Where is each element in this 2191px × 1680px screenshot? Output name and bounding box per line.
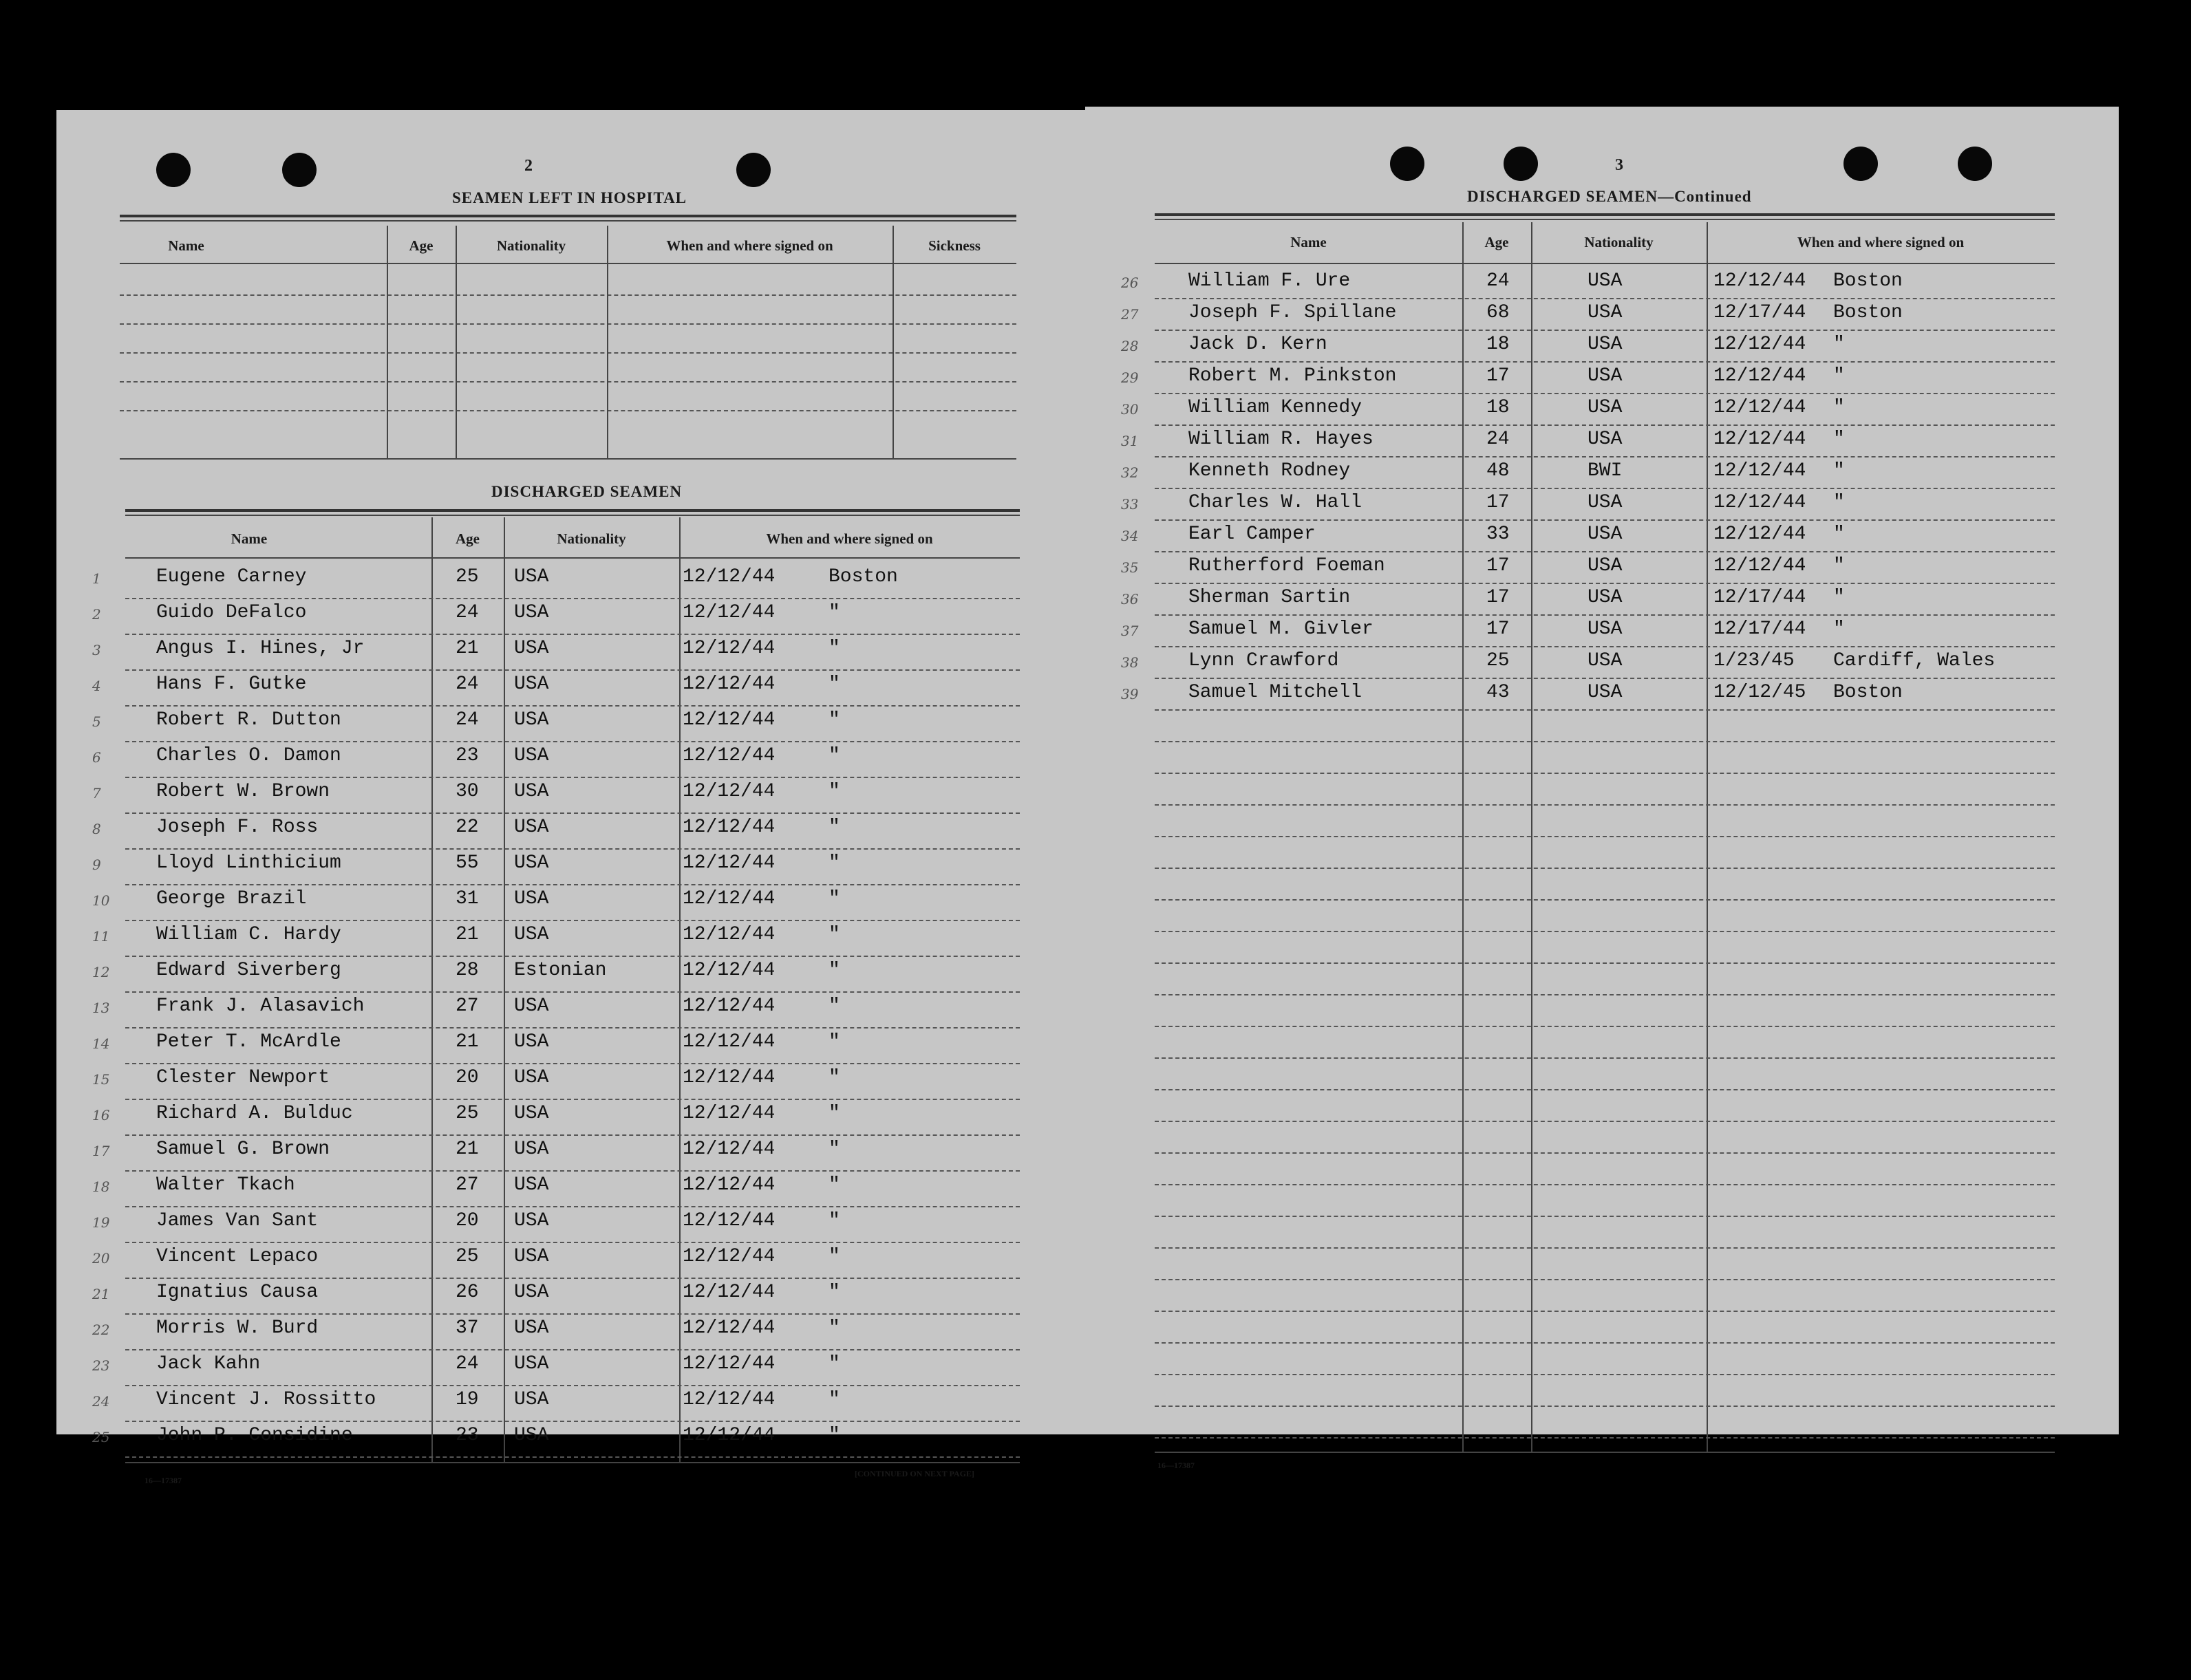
seaman-nationality: USA bbox=[514, 602, 549, 623]
punch-hole-icon bbox=[1958, 147, 1992, 181]
signed-on-date: 12/12/44 bbox=[1713, 397, 1806, 418]
row-number: 20 bbox=[92, 1250, 110, 1267]
seaman-age: 33 bbox=[1486, 524, 1510, 545]
row-number: 33 bbox=[1121, 496, 1139, 513]
seaman-name: Kenneth Rodney bbox=[1188, 460, 1351, 482]
signed-on-place: " bbox=[829, 674, 840, 695]
seaman-nationality: USA bbox=[1588, 618, 1623, 640]
row-number: 21 bbox=[92, 1286, 110, 1302]
seaman-name: William F. Ure bbox=[1188, 270, 1351, 292]
row-number: 38 bbox=[1121, 654, 1139, 671]
seaman-name: Clester Newport bbox=[156, 1067, 330, 1088]
seaman-nationality: USA bbox=[514, 1139, 549, 1160]
signed-on-date: 12/12/44 bbox=[683, 709, 776, 731]
signed-on-date: 12/12/44 bbox=[1713, 524, 1806, 545]
row-number: 6 bbox=[92, 749, 101, 766]
signed-on-date: 12/12/44 bbox=[683, 852, 776, 874]
signed-on-place: " bbox=[1833, 618, 1845, 640]
seaman-name: Earl Camper bbox=[1188, 524, 1316, 545]
seaman-age: 17 bbox=[1486, 492, 1510, 513]
seaman-age: 24 bbox=[456, 602, 479, 623]
seaman-nationality: USA bbox=[1588, 682, 1623, 703]
seaman-age: 68 bbox=[1486, 302, 1510, 323]
discharged-header-name: Name bbox=[231, 530, 268, 547]
seaman-age: 18 bbox=[1486, 334, 1510, 355]
signed-on-place: " bbox=[829, 817, 840, 838]
signed-on-date: 12/12/44 bbox=[683, 602, 776, 623]
seaman-age: 22 bbox=[456, 817, 479, 838]
signed-on-date: 12/12/44 bbox=[1713, 365, 1806, 387]
discharged-header-age: Age bbox=[456, 530, 480, 547]
seaman-nationality: USA bbox=[1588, 492, 1623, 513]
signed-on-place: " bbox=[829, 1139, 840, 1160]
seaman-name: Morris W. Burd bbox=[156, 1317, 319, 1339]
seaman-age: 43 bbox=[1486, 682, 1510, 703]
signed-on-place: " bbox=[829, 1174, 840, 1196]
signed-on-place: " bbox=[829, 1353, 840, 1375]
row-number: 1 bbox=[92, 570, 101, 587]
seaman-name: Guido DeFalco bbox=[156, 602, 307, 623]
hospital-header-nationality: Nationality bbox=[496, 237, 566, 254]
signed-on-place: " bbox=[1833, 492, 1845, 513]
seaman-name: Robert R. Dutton bbox=[156, 709, 341, 731]
seaman-age: 24 bbox=[1486, 270, 1510, 292]
seaman-nationality: USA bbox=[514, 1425, 549, 1446]
seaman-age: 30 bbox=[456, 781, 479, 802]
seaman-name: William C. Hardy bbox=[156, 924, 341, 945]
continued-header-age: Age bbox=[1484, 234, 1509, 250]
seaman-nationality: USA bbox=[514, 1031, 549, 1053]
page-number: 2 bbox=[524, 157, 533, 175]
right-page bbox=[1085, 107, 2119, 1470]
seaman-age: 25 bbox=[456, 1103, 479, 1124]
signed-on-date: 12/12/44 bbox=[683, 1103, 776, 1124]
signed-on-date: 12/12/44 bbox=[683, 995, 776, 1017]
signed-on-date: 12/12/44 bbox=[683, 1139, 776, 1160]
row-number: 16 bbox=[92, 1107, 110, 1123]
seaman-nationality: USA bbox=[1588, 650, 1623, 671]
seaman-name: Joseph F. Spillane bbox=[1188, 302, 1397, 323]
seaman-age: 21 bbox=[456, 1139, 479, 1160]
row-number: 13 bbox=[92, 1000, 110, 1016]
signed-on-place: Cardiff, Wales bbox=[1833, 650, 1996, 671]
signed-on-place: Boston bbox=[1833, 682, 1903, 703]
signed-on-date: 12/12/44 bbox=[683, 1067, 776, 1088]
seaman-age: 26 bbox=[456, 1282, 479, 1303]
row-number: 23 bbox=[92, 1357, 110, 1374]
seaman-age: 17 bbox=[1486, 365, 1510, 387]
seaman-name: Vincent Lepaco bbox=[156, 1246, 319, 1267]
signed-on-date: 12/12/44 bbox=[683, 1174, 776, 1196]
form-number: 16—17387 bbox=[145, 1476, 182, 1485]
signed-on-place: " bbox=[1833, 365, 1845, 387]
seaman-nationality: USA bbox=[514, 817, 549, 838]
row-number: 36 bbox=[1121, 591, 1139, 607]
seaman-nationality: USA bbox=[514, 745, 549, 766]
seaman-nationality: USA bbox=[514, 1210, 549, 1231]
seaman-age: 21 bbox=[456, 924, 479, 945]
signed-on-date: 12/12/44 bbox=[683, 638, 776, 659]
continued-header-name: Name bbox=[1290, 234, 1327, 250]
seaman-nationality: USA bbox=[1588, 365, 1623, 387]
continued-header-when-where: When and where signed on bbox=[1797, 234, 1965, 250]
seaman-nationality: USA bbox=[514, 566, 549, 588]
seaman-age: 27 bbox=[456, 995, 479, 1017]
seaman-age: 21 bbox=[456, 638, 479, 659]
row-number: 28 bbox=[1121, 338, 1139, 354]
seaman-name: William Kennedy bbox=[1188, 397, 1362, 418]
signed-on-place: " bbox=[829, 1425, 840, 1446]
hospital-header-name: Name bbox=[168, 237, 204, 254]
seaman-age: 24 bbox=[1486, 429, 1510, 450]
seaman-age: 48 bbox=[1486, 460, 1510, 482]
row-number: 39 bbox=[1121, 686, 1139, 702]
seaman-name: Samuel G. Brown bbox=[156, 1139, 330, 1160]
row-number: 31 bbox=[1121, 433, 1139, 449]
row-number: 30 bbox=[1121, 401, 1139, 418]
seaman-nationality: USA bbox=[514, 1246, 549, 1267]
seaman-nationality: USA bbox=[1588, 302, 1623, 323]
seaman-age: 18 bbox=[1486, 397, 1510, 418]
seaman-age: 55 bbox=[456, 852, 479, 874]
seaman-name: Sherman Sartin bbox=[1188, 587, 1351, 608]
seaman-age: 28 bbox=[456, 960, 479, 981]
seaman-age: 23 bbox=[456, 745, 479, 766]
signed-on-date: 12/12/44 bbox=[1713, 429, 1806, 450]
signed-on-date: 12/17/44 bbox=[1713, 302, 1806, 323]
signed-on-place: " bbox=[829, 602, 840, 623]
hospital-header-sickness: Sickness bbox=[928, 237, 981, 254]
seaman-age: 17 bbox=[1486, 618, 1510, 640]
continued-note: [CONTINUED ON NEXT PAGE] bbox=[855, 1469, 974, 1478]
seaman-nationality: USA bbox=[514, 1282, 549, 1303]
seaman-nationality: USA bbox=[514, 1389, 549, 1410]
seaman-name: Vincent J. Rossitto bbox=[156, 1389, 376, 1410]
signed-on-place: " bbox=[1833, 555, 1845, 577]
signed-on-place: " bbox=[829, 852, 840, 874]
signed-on-date: 12/17/44 bbox=[1713, 618, 1806, 640]
seaman-name: Peter T. McArdle bbox=[156, 1031, 341, 1053]
hospital-title: SEAMEN LEFT IN HOSPITAL bbox=[452, 189, 687, 206]
seaman-nationality: USA bbox=[514, 1317, 549, 1339]
seaman-name: Joseph F. Ross bbox=[156, 817, 319, 838]
seaman-age: 24 bbox=[456, 674, 479, 695]
punch-hole-icon bbox=[1843, 147, 1878, 181]
row-number: 26 bbox=[1121, 274, 1139, 291]
signed-on-date: 12/12/44 bbox=[683, 1246, 776, 1267]
seaman-age: 31 bbox=[456, 888, 479, 909]
row-number: 8 bbox=[92, 821, 101, 837]
seaman-nationality: USA bbox=[514, 1103, 549, 1124]
seaman-age: 17 bbox=[1486, 587, 1510, 608]
row-number: 32 bbox=[1121, 464, 1139, 481]
seaman-nationality: USA bbox=[1588, 270, 1623, 292]
seaman-name: Samuel Mitchell bbox=[1188, 682, 1362, 703]
signed-on-place: " bbox=[829, 960, 840, 981]
signed-on-place: " bbox=[829, 1067, 840, 1088]
punch-hole-icon bbox=[736, 153, 771, 187]
seaman-name: John P. Considine bbox=[156, 1425, 353, 1446]
form-number: 16—17387 bbox=[1157, 1461, 1195, 1470]
continued-header-nationality: Nationality bbox=[1584, 234, 1654, 250]
seaman-name: Frank J. Alasavich bbox=[156, 995, 365, 1017]
seaman-nationality: USA bbox=[514, 995, 549, 1017]
signed-on-date: 12/12/44 bbox=[683, 781, 776, 802]
signed-on-place: " bbox=[829, 1317, 840, 1339]
row-number: 14 bbox=[92, 1035, 110, 1052]
signed-on-place: " bbox=[829, 638, 840, 659]
signed-on-date: 12/12/44 bbox=[683, 960, 776, 981]
seaman-name: Jack Kahn bbox=[156, 1353, 261, 1375]
signed-on-place: " bbox=[829, 995, 840, 1017]
row-number: 7 bbox=[92, 785, 101, 801]
signed-on-date: 12/12/44 bbox=[683, 888, 776, 909]
signed-on-date: 12/12/44 bbox=[1713, 492, 1806, 513]
signed-on-place: " bbox=[829, 924, 840, 945]
signed-on-place: " bbox=[1833, 587, 1845, 608]
signed-on-place: Boston bbox=[1833, 302, 1903, 323]
seaman-nationality: USA bbox=[1588, 524, 1623, 545]
row-number: 24 bbox=[92, 1393, 110, 1410]
left-page bbox=[56, 110, 1085, 1485]
signed-on-place: " bbox=[1833, 524, 1845, 545]
row-number: 5 bbox=[92, 713, 101, 730]
seaman-nationality: USA bbox=[1588, 334, 1623, 355]
signed-on-date: 12/12/44 bbox=[683, 1210, 776, 1231]
signed-on-date: 12/12/44 bbox=[683, 1282, 776, 1303]
seaman-name: Richard A. Bulduc bbox=[156, 1103, 353, 1124]
row-number: 10 bbox=[92, 892, 110, 909]
seaman-nationality: USA bbox=[514, 1353, 549, 1375]
signed-on-place: " bbox=[1833, 460, 1845, 482]
signed-on-place: " bbox=[829, 1210, 840, 1231]
seaman-age: 20 bbox=[456, 1067, 479, 1088]
seaman-age: 20 bbox=[456, 1210, 479, 1231]
seaman-nationality: USA bbox=[1588, 555, 1623, 577]
seaman-nationality: USA bbox=[514, 674, 549, 695]
signed-on-date: 1/23/45 bbox=[1713, 650, 1795, 671]
seaman-nationality: USA bbox=[514, 852, 549, 874]
row-number: 9 bbox=[92, 857, 101, 873]
seaman-age: 24 bbox=[456, 709, 479, 731]
signed-on-date: 12/12/44 bbox=[1713, 555, 1806, 577]
row-number: 27 bbox=[1121, 306, 1139, 323]
seaman-name: Rutherford Foeman bbox=[1188, 555, 1385, 577]
signed-on-date: 12/12/44 bbox=[683, 745, 776, 766]
row-number: 19 bbox=[92, 1214, 110, 1231]
signed-on-date: 12/12/44 bbox=[683, 1353, 776, 1375]
seaman-nationality: USA bbox=[514, 781, 549, 802]
hospital-header-when-where: When and where signed on bbox=[666, 237, 833, 254]
seaman-nationality: USA bbox=[514, 1174, 549, 1196]
seaman-nationality: BWI bbox=[1588, 460, 1623, 482]
seaman-age: 25 bbox=[456, 566, 479, 588]
seaman-name: James Van Sant bbox=[156, 1210, 319, 1231]
seaman-name: Charles W. Hall bbox=[1188, 492, 1362, 513]
seaman-age: 37 bbox=[456, 1317, 479, 1339]
seaman-name: Samuel M. Givler bbox=[1188, 618, 1374, 640]
seaman-name: Robert W. Brown bbox=[156, 781, 330, 802]
signed-on-place: Boston bbox=[1833, 270, 1903, 292]
discharged-continued-title: DISCHARGED SEAMEN—Continued bbox=[1467, 188, 1752, 205]
seaman-nationality: USA bbox=[1588, 587, 1623, 608]
signed-on-place: " bbox=[829, 888, 840, 909]
seaman-name: Hans F. Gutke bbox=[156, 674, 307, 695]
seaman-age: 23 bbox=[456, 1425, 479, 1446]
seaman-name: William R. Hayes bbox=[1188, 429, 1374, 450]
punch-hole-icon bbox=[156, 153, 191, 187]
signed-on-date: 12/12/44 bbox=[683, 924, 776, 945]
row-number: 18 bbox=[92, 1178, 110, 1195]
discharged-title: DISCHARGED SEAMEN bbox=[491, 483, 683, 500]
seaman-name: Walter Tkach bbox=[156, 1174, 295, 1196]
seaman-nationality: USA bbox=[514, 1067, 549, 1088]
signed-on-place: " bbox=[829, 1282, 840, 1303]
signed-on-place: " bbox=[829, 1031, 840, 1053]
signed-on-place: " bbox=[829, 1246, 840, 1267]
row-number: 29 bbox=[1121, 369, 1139, 386]
row-number: 37 bbox=[1121, 623, 1139, 639]
signed-on-place: " bbox=[829, 1389, 840, 1410]
signed-on-date: 12/12/44 bbox=[683, 1317, 776, 1339]
row-number: 2 bbox=[92, 606, 101, 623]
signed-on-date: 12/12/44 bbox=[1713, 270, 1806, 292]
seaman-name: Eugene Carney bbox=[156, 566, 307, 588]
seaman-nationality: Estonian bbox=[514, 960, 607, 981]
seaman-name: Charles O. Damon bbox=[156, 745, 341, 766]
row-number: 17 bbox=[92, 1143, 110, 1159]
page-number: 3 bbox=[1615, 156, 1623, 174]
signed-on-place: " bbox=[1833, 429, 1845, 450]
signed-on-date: 12/12/44 bbox=[683, 566, 776, 588]
seaman-name: Ignatius Causa bbox=[156, 1282, 319, 1303]
seaman-name: Robert M. Pinkston bbox=[1188, 365, 1397, 387]
signed-on-place: " bbox=[829, 745, 840, 766]
row-number: 25 bbox=[92, 1429, 110, 1445]
punch-hole-icon bbox=[1504, 147, 1538, 181]
signed-on-place: " bbox=[1833, 334, 1845, 355]
seaman-name: Lloyd Linthicium bbox=[156, 852, 341, 874]
seaman-age: 27 bbox=[456, 1174, 479, 1196]
discharged-header-when-where: When and where signed on bbox=[766, 530, 933, 547]
seaman-nationality: USA bbox=[1588, 397, 1623, 418]
signed-on-date: 12/12/44 bbox=[1713, 334, 1806, 355]
seaman-age: 25 bbox=[1486, 650, 1510, 671]
signed-on-date: 12/12/45 bbox=[1713, 682, 1806, 703]
seaman-name: Edward Siverberg bbox=[156, 960, 341, 981]
seaman-age: 17 bbox=[1486, 555, 1510, 577]
seaman-name: Angus I. Hines, Jr bbox=[156, 638, 365, 659]
seaman-nationality: USA bbox=[514, 709, 549, 731]
hospital-header-age: Age bbox=[409, 237, 434, 254]
punch-hole-icon bbox=[282, 153, 317, 187]
signed-on-place: Boston bbox=[829, 566, 898, 588]
seaman-name: George Brazil bbox=[156, 888, 307, 909]
signed-on-date: 12/12/44 bbox=[683, 674, 776, 695]
signed-on-place: " bbox=[829, 1103, 840, 1124]
signed-on-place: " bbox=[829, 709, 840, 731]
signed-on-date: 12/12/44 bbox=[1713, 460, 1806, 482]
signed-on-place: " bbox=[829, 781, 840, 802]
seaman-name: Lynn Crawford bbox=[1188, 650, 1339, 671]
signed-on-date: 12/12/44 bbox=[683, 1389, 776, 1410]
seaman-age: 21 bbox=[456, 1031, 479, 1053]
row-number: 11 bbox=[92, 928, 110, 945]
row-number: 12 bbox=[92, 964, 110, 980]
seaman-age: 24 bbox=[456, 1353, 479, 1375]
seaman-nationality: USA bbox=[1588, 429, 1623, 450]
seaman-age: 25 bbox=[456, 1246, 479, 1267]
seaman-nationality: USA bbox=[514, 638, 549, 659]
signed-on-date: 12/12/44 bbox=[683, 817, 776, 838]
row-number: 34 bbox=[1121, 528, 1139, 544]
signed-on-date: 12/12/44 bbox=[683, 1031, 776, 1053]
row-number: 3 bbox=[92, 642, 101, 658]
discharged-header-nationality: Nationality bbox=[557, 530, 626, 547]
punch-hole-icon bbox=[1390, 147, 1424, 181]
seaman-nationality: USA bbox=[514, 888, 549, 909]
row-number: 15 bbox=[92, 1071, 110, 1088]
row-number: 4 bbox=[92, 678, 101, 694]
signed-on-date: 12/12/44 bbox=[683, 1425, 776, 1446]
signed-on-date: 12/17/44 bbox=[1713, 587, 1806, 608]
seaman-age: 19 bbox=[456, 1389, 479, 1410]
seaman-nationality: USA bbox=[514, 924, 549, 945]
row-number: 22 bbox=[92, 1322, 110, 1338]
seaman-name: Jack D. Kern bbox=[1188, 334, 1327, 355]
row-number: 35 bbox=[1121, 559, 1139, 576]
signed-on-place: " bbox=[1833, 397, 1845, 418]
